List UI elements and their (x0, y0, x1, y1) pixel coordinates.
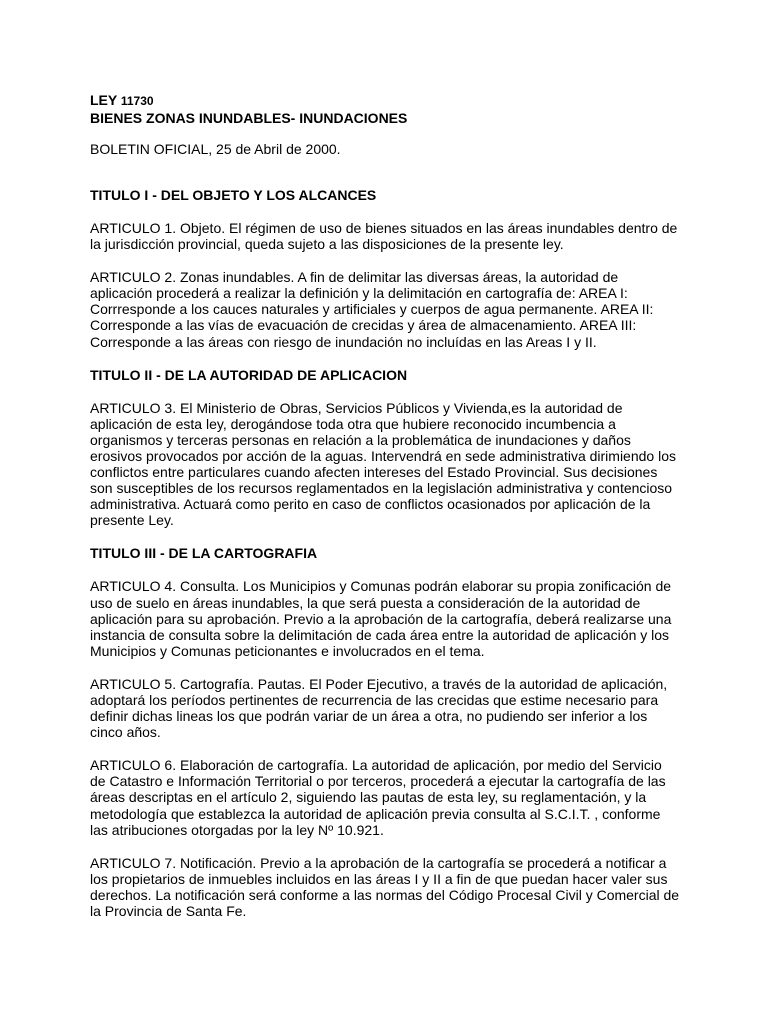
law-number: 11730 (120, 94, 154, 108)
section-title-1: TITULO I - DEL OBJETO Y LOS ALCANCES (90, 187, 377, 203)
law-label: LEY (90, 92, 117, 108)
article-7: ARTICULO 7. Notificación. Previo a la aprobación de la cartografía se procederá a notificar a los propietarios de inmuebles incluidos en las áreas I y II a fin de que puedan hacer valer sus derechos. La notificación será conforme a las normas del Código Procesal Civil y Comercial de la Provincia de Santa Fe. (90, 854, 680, 919)
bulletin-date: BOLETIN OFICIAL, 25 de Abril de 2000. (90, 141, 341, 157)
section-title-3: TITULO III - DE LA CARTOGRAFIA (90, 545, 318, 562)
article-5: ARTICULO 5. Cartografía. Pautas. El Poder Ejecutivo, a través de la autoridad de aplicación, adoptará los períodos pertinentes de recurrencia de las crecidas que estime necesario para definir dichas lineas los que podrán variar de un área a otra, no pudiendo ser inferior a los cinco años. (90, 675, 668, 741)
section-title-2: TITULO II - DE LA AUTORIDAD DE APLICACION (90, 366, 408, 383)
document-page (90, 92, 680, 936)
article-3: ARTICULO 3. El Ministerio de Obras, Servicios Públicos y Vivienda,es la autoridad de aplicación de esta ley, derogándose toda otra que hubiere reconocido incumbencia a organismos y terceras personas en relación a la problemática de inundaciones y daños erosivos provocados por acción de la aguas. Intervendrá en sede administrativa dirimiendo los conflictos entre particulares cuando afecten intereses del Estado Provincial. Sus decisiones son susceptibles de los recursos reglamentados en la legislación administrativa y contencioso administrativa. Actuará como perito en caso de conflictos ocasionados por aplicación de la presente Ley. (90, 399, 676, 529)
article-4: ARTICULO 4. Consulta. Los Municipios y Comunas podrán elaborar su propia zonificación de uso de suelo en áreas inundables, la que será puesta a consideración de la autoridad de aplicación para su aprobación. Previo a la aprobación de la cartografía, deberá realizarse una instancia de consulta sobre la delimitación de cada área entre la autoridad de aplicación y los Municipios y Comunas peticionantes e involucrados en el tema. (90, 578, 672, 659)
law-heading (90, 92, 680, 110)
article-1: ARTICULO 1. Objeto. El régimen de uso de bienes situados en las áreas inundables dentro de la jurisdicción provincial, queda sujeto a las disposiciones de la presente ley. (90, 220, 678, 253)
article-6: ARTICULO 6. Elaboración de cartografía. La autoridad de aplicación, por medio del Servicio de Catastro e Información Territorial o por terceros, procederá a ejecutar la cartografía de las áreas descriptas en el artículo 2, siguiendo las pautas de esta ley, su reglamentación, y la metodología que establezca la autoridad de aplicación previa consulta al S.C.I.T. , conforme las atribuciones otorgadas por la ley Nº 10.921. (90, 757, 666, 838)
law-subject: BIENES ZONAS INUNDABLES- INUNDACIONES (90, 110, 408, 126)
article-2: ARTICULO 2. Zonas inundables. A fin de delimitar las diversas áreas, la autoridad de aplicación procederá a realizar la definición y la delimitación en cartografía de: AREA I: Corrresponde a los cauces naturales y artificiales y cuerpos de agua permanente. AREA II: Corresponde a las vías de evacuación de crecidas y área de almacenamiento. AREA III: Corresponde a las áreas con riesgo de inundación no incluídas en las Areas I y II. (90, 269, 654, 350)
